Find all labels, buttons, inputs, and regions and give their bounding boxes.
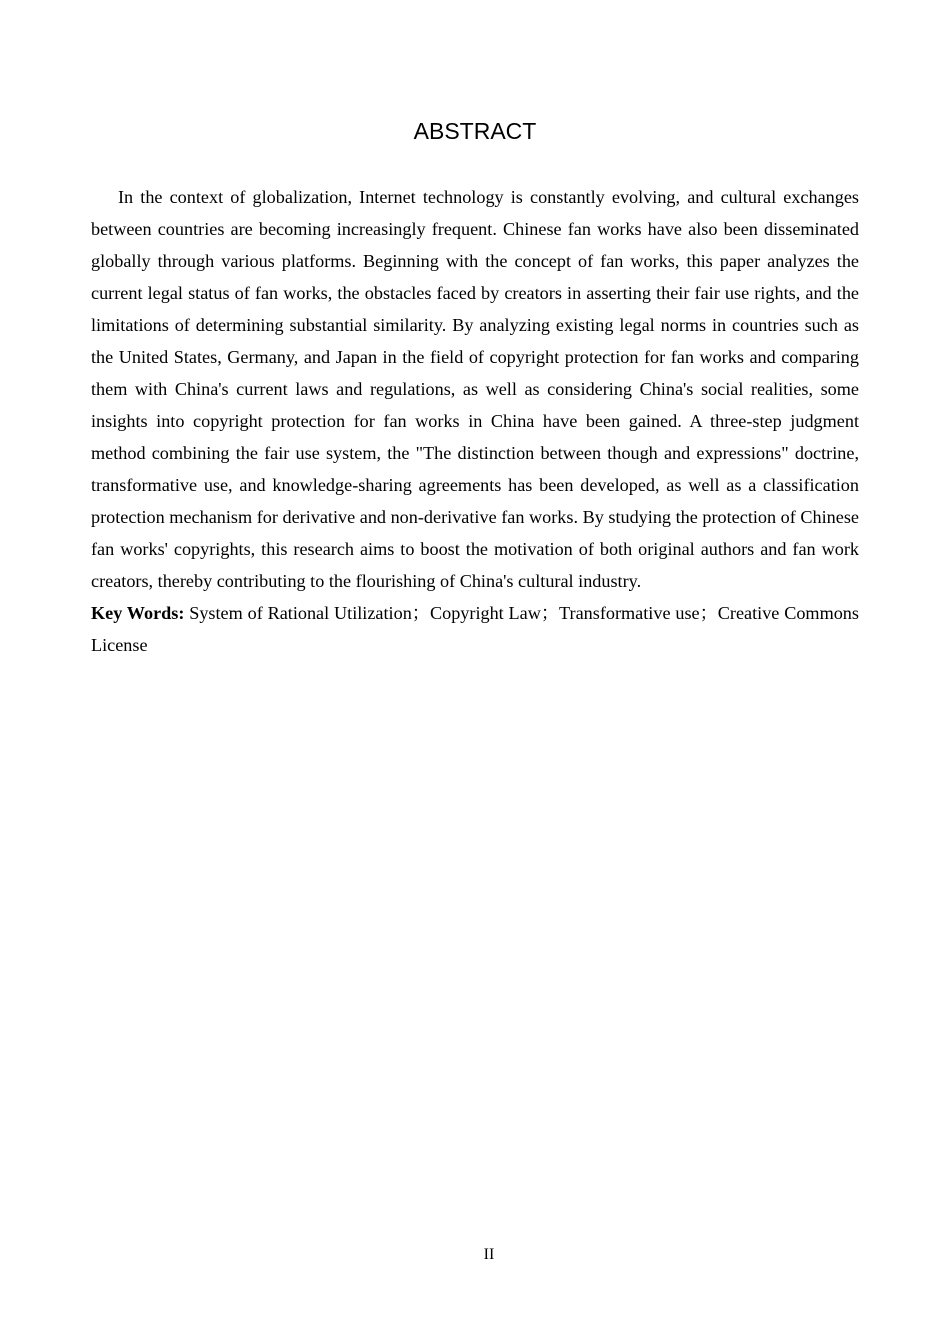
abstract-title: ABSTRACT [413, 118, 537, 144]
keywords-label: Key Words: [91, 603, 185, 623]
keywords-line [91, 597, 859, 661]
keywords-list: System of Rational Utilization；Copyright Law；Transformative use；Creative Commons License [91, 603, 859, 655]
abstract-body [91, 181, 859, 661]
abstract-paragraph: In the context of globalization, Internet technology is constantly evolving, and cultural exchanges between countries are becoming increasingly frequent. Chinese fan works have also been disseminated globally through various platforms. Beginning with the concept of fan works, this paper analyzes the current legal status of fan works, the obstacles faced by creators in asserting their fair use rights, and the limitations of determining substantial similarity. By analyzing existing legal norms in countries such as the United States, Germany, and Japan in the field of copyright protection for fan works and comparing them with China's current laws and regulations, as well as considering China's social realities, some insights into copyright protection for fan works in China have been gained. A three-step judgment method combining the fair use system, the "The distinction between though and expressions" doctrine, transformative use, and knowledge-sharing agreements has been developed, as well as a classification protection mechanism for derivative and non-derivative fan works. By studying the protection of Chinese fan works' copyrights, this research aims to boost the motivation of both original authors and fan work creators, thereby contributing to the flourishing of China's cultural industry. [91, 187, 859, 591]
page-number: II [483, 1246, 495, 1263]
